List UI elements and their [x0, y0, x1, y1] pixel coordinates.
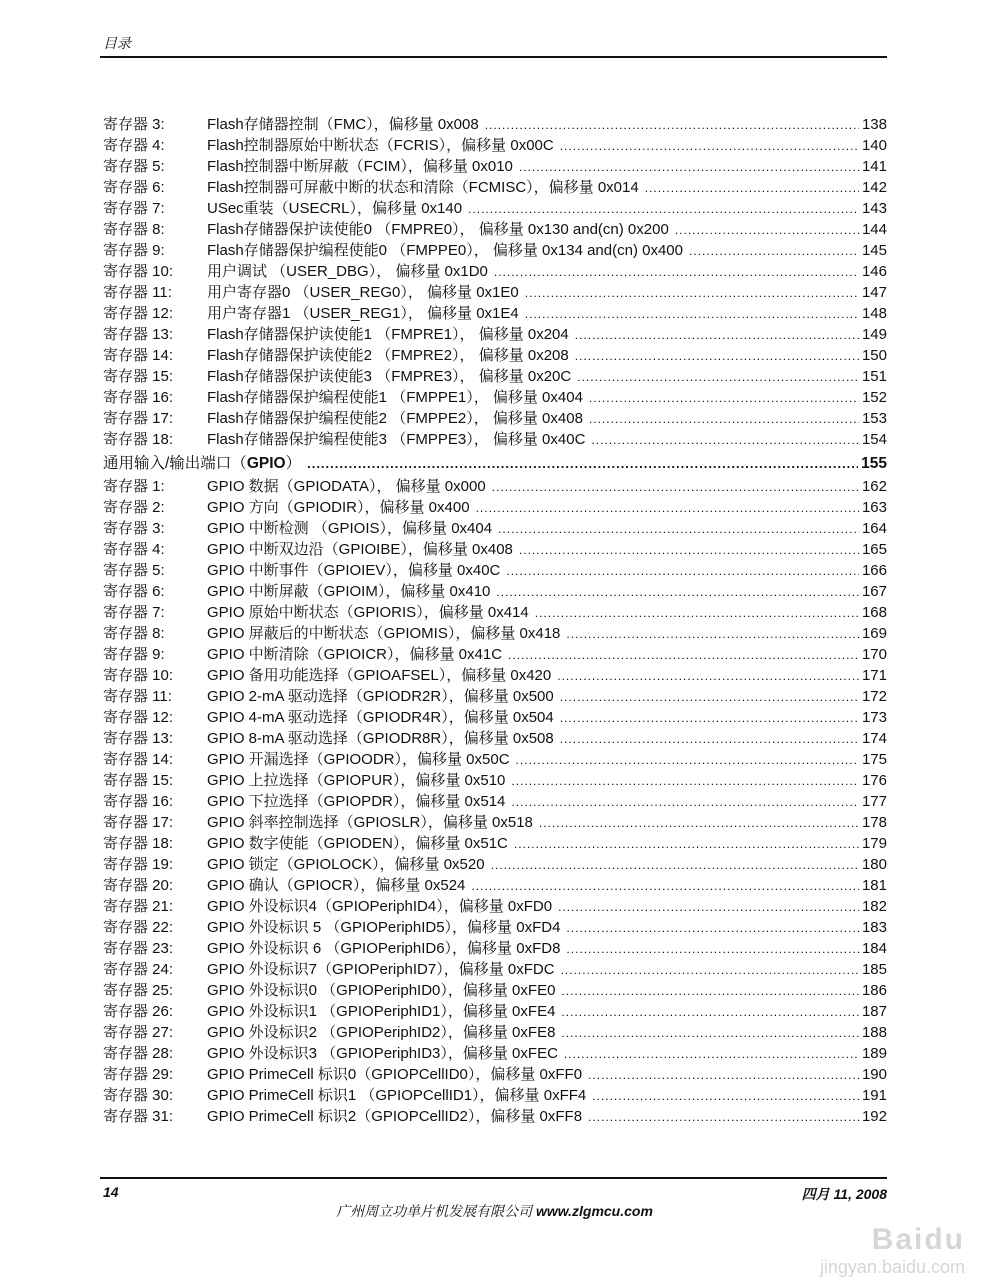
entry-label: 寄存器 7: [103, 200, 165, 217]
entry-title: Flash存储器保护编程使能3 （FMPPE3）， 偏移量 0x40C [207, 431, 586, 448]
entry-title: 用户调试 （USER_DBG）， 偏移量 0x1D0 [207, 263, 488, 280]
page-number: 174 [861, 730, 887, 747]
footer-date: 四月 11, 2008 [801, 1186, 887, 1202]
page-number: 175 [861, 751, 887, 768]
page-number: 140 [861, 137, 887, 154]
toc-entry[interactable] [103, 539, 887, 560]
toc-section-gpio[interactable] [103, 450, 887, 476]
entry-label: 寄存器 22: [103, 919, 174, 936]
toc-entry[interactable] [103, 686, 887, 707]
page-number: 142 [861, 179, 887, 196]
entry-title: 用户寄存器1 （USER_REG1）， 偏移量 0x1E4 [207, 305, 519, 322]
entry-title: GPIO 中断屏蔽（GPIOIM），偏移量 0x410 [207, 583, 491, 600]
toc-entry[interactable] [103, 581, 887, 602]
entry-title: GPIO 上拉选择（GPIOPUR），偏移量 0x510 [207, 772, 506, 789]
entry-title: GPIO 锁定（GPIOLOCK），偏移量 0x520 [207, 856, 485, 873]
toc-entry[interactable] [103, 240, 887, 261]
dot-leader [645, 178, 859, 198]
page-number: 191 [861, 1087, 887, 1104]
page-number: 189 [861, 1045, 887, 1062]
dot-leader [476, 498, 859, 518]
page-number: 185 [861, 961, 887, 978]
entry-title: GPIO 外设标识 6 （GPIOPeriphID6），偏移量 0xFD8 [207, 940, 561, 957]
toc-entry[interactable] [103, 1106, 887, 1127]
page-number: 141 [861, 158, 887, 175]
toc-entry[interactable] [103, 261, 887, 282]
toc-entry[interactable] [103, 303, 887, 324]
entry-label: 寄存器 8: [103, 221, 165, 238]
entry-label: 寄存器 28: [103, 1045, 174, 1062]
page-number: 186 [861, 982, 887, 999]
entry-label: 寄存器 18: [103, 835, 174, 852]
page-number: 151 [861, 368, 887, 385]
entry-label: 寄存器 19: [103, 856, 174, 873]
dot-leader [564, 1044, 859, 1064]
page-number: 172 [861, 688, 887, 705]
toc-entry[interactable] [103, 156, 887, 177]
dot-leader [506, 561, 859, 581]
entry-label: 寄存器 6: [103, 583, 165, 600]
dot-leader [508, 645, 859, 665]
table-of-contents [103, 114, 887, 1127]
toc-entry[interactable] [103, 219, 887, 240]
page-number: 182 [861, 898, 887, 915]
toc-entry[interactable] [103, 1022, 887, 1043]
dot-leader [561, 960, 859, 980]
toc-entry[interactable] [103, 408, 887, 429]
toc-entry[interactable] [103, 938, 887, 959]
entry-label: 寄存器 18: [103, 431, 174, 448]
page-number: 146 [861, 263, 887, 280]
page-number: 149 [861, 326, 887, 343]
section-title-abbr: GPIO [246, 455, 286, 472]
toc-entry[interactable] [103, 875, 887, 896]
dot-leader [491, 855, 859, 875]
toc-entry[interactable] [103, 366, 887, 387]
entry-label: 寄存器 29: [103, 1066, 174, 1083]
page-number: 144 [861, 221, 887, 238]
entry-title: GPIO 2-mA 驱动选择（GPIODR2R），偏移量 0x500 [207, 688, 554, 705]
entry-title: GPIO 中断检测 （GPIOIS），偏移量 0x404 [207, 520, 493, 537]
entry-label: 寄存器 27: [103, 1024, 174, 1041]
footer-company [0, 1202, 989, 1220]
page-number: 177 [861, 793, 887, 810]
entry-title: Flash存储器保护编程使能2 （FMPPE2）， 偏移量 0x408 [207, 410, 583, 427]
page-number: 150 [861, 347, 887, 364]
page-number: 176 [861, 772, 887, 789]
entry-label: 寄存器 23: [103, 940, 174, 957]
toc-entry[interactable] [103, 518, 887, 539]
dot-leader [560, 729, 859, 749]
entry-title: GPIO 4-mA 驱动选择（GPIODR4R），偏移量 0x504 [207, 709, 554, 726]
entry-title: GPIO 屏蔽后的中断状态（GPIOMIS），偏移量 0x418 [207, 625, 561, 642]
dot-leader [592, 1086, 859, 1106]
toc-entry[interactable] [103, 728, 887, 749]
toc-entry[interactable] [103, 833, 887, 854]
entry-label: 寄存器 9: [103, 646, 165, 663]
watermark-logo: Baidu [871, 1223, 965, 1256]
dot-leader [494, 262, 859, 282]
toc-entry[interactable] [103, 282, 887, 303]
page-number: 168 [861, 604, 887, 621]
page-number: 138 [861, 116, 887, 133]
page-number: 179 [861, 835, 887, 852]
entry-label: 寄存器 12: [103, 709, 174, 726]
toc-entry[interactable] [103, 177, 887, 198]
entry-label: 寄存器 12: [103, 305, 174, 322]
toc-entry[interactable] [103, 1064, 887, 1085]
toc-entry[interactable] [103, 791, 887, 812]
page-number: 167 [861, 583, 887, 600]
entry-title: Flash控制器原始中断状态（FCRIS），偏移量 0x00C [207, 137, 554, 154]
page-number: 169 [861, 625, 887, 642]
section-title-cn: 通用输入/输出端口（ [103, 455, 247, 472]
dot-leader [471, 876, 859, 896]
footer-rule [100, 1177, 887, 1179]
toc-entry[interactable] [103, 560, 887, 581]
entry-title: GPIO 外设标识2 （GPIOPeriphID2），偏移量 0xFE8 [207, 1024, 556, 1041]
entry-label: 寄存器 16: [103, 793, 174, 810]
toc-entry[interactable] [103, 429, 887, 450]
page-number: 170 [861, 646, 887, 663]
entry-title: GPIO 数据（GPIODATA）， 偏移量 0x000 [207, 478, 486, 495]
toc-group-gpio [103, 476, 887, 1127]
entry-title: GPIO 中断清除（GPIOICR），偏移量 0x41C [207, 646, 503, 663]
dot-leader [511, 792, 859, 812]
entry-title: GPIO 8-mA 驱动选择（GPIODR8R），偏移量 0x508 [207, 730, 554, 747]
page-number: 171 [861, 667, 887, 684]
toc-entry[interactable] [103, 476, 887, 497]
dot-leader [557, 666, 859, 686]
entry-title: GPIO 外设标识 5 （GPIOPeriphID5），偏移量 0xFD4 [207, 919, 561, 936]
entry-label: 寄存器 15: [103, 368, 174, 385]
entry-title: GPIO 外设标识3 （GPIOPeriphID3），偏移量 0xFEC [207, 1045, 558, 1062]
toc-entry[interactable] [103, 135, 887, 156]
entry-title: GPIO 开漏选择（GPIOODR），偏移量 0x50C [207, 751, 510, 768]
entry-title: GPIO 斜率控制选择（GPIOSLR），偏移量 0x518 [207, 814, 533, 831]
entry-label: 寄存器 11: [103, 688, 172, 705]
dot-leader [561, 981, 859, 1001]
entry-label: 寄存器 17: [103, 410, 174, 427]
toc-entry[interactable] [103, 980, 887, 1001]
entry-label: 寄存器 9: [103, 242, 165, 259]
dot-leader [591, 430, 859, 450]
dot-leader [525, 304, 859, 324]
toc-entry[interactable] [103, 644, 887, 665]
entry-title: Flash存储器保护读使能3 （FMPRE3）， 偏移量 0x20C [207, 368, 572, 385]
dot-leader [498, 519, 859, 539]
section-title-end: ） [285, 455, 302, 472]
entry-title: Flash控制器可屏蔽中断的状态和清除（FCMISC），偏移量 0x014 [207, 179, 639, 196]
dot-leader [689, 241, 859, 261]
dot-leader [566, 918, 859, 938]
toc-entry[interactable] [103, 749, 887, 770]
dot-leader [560, 136, 859, 156]
entry-title: GPIO 外设标识0 （GPIOPeriphID0），偏移量 0xFE0 [207, 982, 556, 999]
entry-title: GPIO 外设标识1 （GPIOPeriphID1），偏移量 0xFE4 [207, 1003, 556, 1020]
dot-leader [589, 409, 859, 429]
toc-entry[interactable] [103, 854, 887, 875]
entry-title: Flash存储器保护编程使能1 （FMPPE1）， 偏移量 0x404 [207, 389, 583, 406]
dot-leader [575, 346, 859, 366]
toc-entry[interactable] [103, 324, 887, 345]
entry-title: Flash存储器保护编程使能0 （FMPPE0）， 偏移量 0x134 and(cn) 0x400 [207, 242, 683, 259]
toc-entry[interactable] [103, 770, 887, 791]
entry-label: 寄存器 21: [103, 898, 174, 915]
entry-label: 寄存器 7: [103, 604, 165, 621]
dot-leader [535, 603, 859, 623]
entry-title: GPIO 外设标识4（GPIOPeriphID4），偏移量 0xFD0 [207, 898, 553, 915]
company-name: 广州周立功单片机发展有限公司 [336, 1203, 533, 1219]
dot-leader [561, 1023, 859, 1043]
entry-label: 寄存器 25: [103, 982, 174, 999]
entry-label: 寄存器 4: [103, 137, 165, 154]
toc-entry[interactable] [103, 896, 887, 917]
entry-title: USec重装（USECRL），偏移量 0x140 [207, 200, 463, 217]
section-title [103, 450, 301, 476]
dot-leader [577, 367, 859, 387]
entry-title: Flash控制器中断屏蔽（FCIM），偏移量 0x010 [207, 158, 513, 175]
entry-label: 寄存器 3: [103, 520, 165, 537]
page-number: 190 [861, 1066, 887, 1083]
dot-leader [588, 1107, 859, 1127]
toc-entry[interactable] [103, 1001, 887, 1022]
entry-label: 寄存器 13: [103, 730, 174, 747]
dot-leader [560, 687, 859, 707]
page-number: 153 [861, 410, 887, 427]
entry-label: 寄存器 2: [103, 499, 165, 516]
page-number: 187 [861, 1003, 887, 1020]
dot-leader [575, 325, 859, 345]
entry-title: GPIO 外设标识7（GPIOPeriphID7），偏移量 0xFDC [207, 961, 555, 978]
page-number: 163 [861, 499, 887, 516]
dot-leader [516, 750, 859, 770]
dot-leader [589, 388, 859, 408]
entry-label: 寄存器 14: [103, 347, 174, 364]
entry-title: GPIO PrimeCell 标识1 （GPIOPCellID1），偏移量 0xFF4 [207, 1087, 587, 1104]
toc-entry[interactable] [103, 497, 887, 518]
entry-label: 寄存器 6: [103, 179, 165, 196]
toc-entry[interactable] [103, 707, 887, 728]
entry-label: 寄存器 8: [103, 625, 165, 642]
toc-entry[interactable] [103, 917, 887, 938]
dot-leader [566, 939, 859, 959]
toc-entry[interactable] [103, 623, 887, 644]
dot-leader [519, 157, 859, 177]
dot-leader [561, 1002, 859, 1022]
entry-label: 寄存器 20: [103, 877, 174, 894]
toc-entry[interactable] [103, 387, 887, 408]
entry-label: 寄存器 15: [103, 772, 174, 789]
dot-leader [496, 582, 859, 602]
dot-leader [588, 1065, 859, 1085]
dot-leader [468, 199, 859, 219]
entry-label: 寄存器 5: [103, 562, 165, 579]
toc-entry[interactable] [103, 198, 887, 219]
page-number: 164 [861, 520, 887, 537]
entry-label: 寄存器 1: [103, 478, 165, 495]
toc-entry[interactable] [103, 665, 887, 686]
dot-leader [511, 771, 859, 791]
toc-entry[interactable] [103, 812, 887, 833]
page-number: 155 [861, 455, 887, 472]
entry-title: GPIO 原始中断状态（GPIORIS），偏移量 0x414 [207, 604, 529, 621]
toc-entry[interactable] [103, 345, 887, 366]
page-number: 143 [861, 200, 887, 217]
page-number: 181 [861, 877, 887, 894]
page-number: 152 [861, 389, 887, 406]
running-header: 目录 [103, 35, 131, 51]
entry-label: 寄存器 26: [103, 1003, 174, 1020]
entry-label: 寄存器 16: [103, 389, 174, 406]
watermark-url: jingyan.baidu.com [819, 1257, 965, 1277]
entry-label: 寄存器 10: [103, 263, 174, 280]
page-number: 184 [861, 940, 887, 957]
toc-entry[interactable] [103, 1043, 887, 1064]
company-website: www.zlgmcu.com [535, 1203, 653, 1219]
dot-leader [558, 897, 859, 917]
entry-label: 寄存器 14: [103, 751, 174, 768]
entry-title: GPIO PrimeCell 标识2（GPIOPCellID2），偏移量 0xFF8 [207, 1108, 583, 1125]
page-number: 148 [861, 305, 887, 322]
entry-label: 寄存器 5: [103, 158, 165, 175]
dot-leader [560, 708, 859, 728]
dot-leader [485, 115, 859, 135]
entry-title: Flash存储器保护读使能2 （FMPRE2）， 偏移量 0x208 [207, 347, 569, 364]
page-number: 192 [861, 1108, 887, 1125]
dot-leader [492, 477, 859, 497]
entry-title: Flash存储器保护读使能1 （FMPRE1）， 偏移量 0x204 [207, 326, 569, 343]
toc-entry[interactable] [103, 1085, 887, 1106]
page-number: 165 [861, 541, 887, 558]
entry-title: GPIO 中断事件（GPIOIEV），偏移量 0x40C [207, 562, 501, 579]
dot-leader [519, 540, 859, 560]
dot-leader [539, 813, 859, 833]
toc-entry[interactable] [103, 959, 887, 980]
dot-leader [675, 220, 859, 240]
page-number: 162 [861, 478, 887, 495]
entry-title: GPIO 数字使能（GPIODEN），偏移量 0x51C [207, 835, 508, 852]
entry-label: 寄存器 30: [103, 1087, 174, 1104]
entry-title: GPIO 备用功能选择（GPIOAFSEL），偏移量 0x420 [207, 667, 552, 684]
entry-label: 寄存器 11: [103, 284, 172, 301]
dot-leader [514, 834, 859, 854]
page-number: 178 [861, 814, 887, 831]
page-number: 154 [861, 431, 887, 448]
toc-entry[interactable] [103, 602, 887, 623]
entry-label: 寄存器 10: [103, 667, 174, 684]
entry-label: 寄存器 17: [103, 814, 174, 831]
dot-leader [566, 624, 859, 644]
footer-page-number: 14 [103, 1184, 119, 1200]
entry-title: GPIO 下拉选择（GPIOPDR），偏移量 0x514 [207, 793, 506, 810]
entry-label: 寄存器 24: [103, 961, 174, 978]
entry-title: GPIO 方向（GPIODIR），偏移量 0x400 [207, 499, 470, 516]
entry-title: 用户寄存器0 （USER_REG0）， 偏移量 0x1E0 [207, 284, 519, 301]
entry-title: Flash存储器控制（FMC），偏移量 0x008 [207, 116, 479, 133]
entry-title: GPIO 中断双边沿（GPIOIBE），偏移量 0x408 [207, 541, 513, 558]
dot-leader [307, 450, 858, 476]
baidu-watermark [765, 1224, 965, 1280]
page-number: 180 [861, 856, 887, 873]
page-number: 145 [861, 242, 887, 259]
page-number: 166 [861, 562, 887, 579]
dot-leader [525, 283, 859, 303]
page-number: 173 [861, 709, 887, 726]
entry-label: 寄存器 31: [103, 1108, 174, 1125]
entry-label: 寄存器 13: [103, 326, 174, 343]
page-number: 188 [861, 1024, 887, 1041]
header-rule [100, 56, 887, 58]
entry-label: 寄存器 4: [103, 541, 165, 558]
page-number: 147 [861, 284, 887, 301]
entry-title: Flash存储器保护读使能0 （FMPRE0）， 偏移量 0x130 and(cn) 0x200 [207, 221, 669, 238]
entry-title: GPIO PrimeCell 标识0（GPIOPCellID0），偏移量 0xFF0 [207, 1066, 583, 1083]
toc-entry[interactable] [103, 114, 887, 135]
entry-title: GPIO 确认（GPIOCR），偏移量 0x524 [207, 877, 466, 894]
toc-group-flash [103, 114, 887, 450]
page-number: 183 [861, 919, 887, 936]
entry-label: 寄存器 3: [103, 116, 165, 133]
